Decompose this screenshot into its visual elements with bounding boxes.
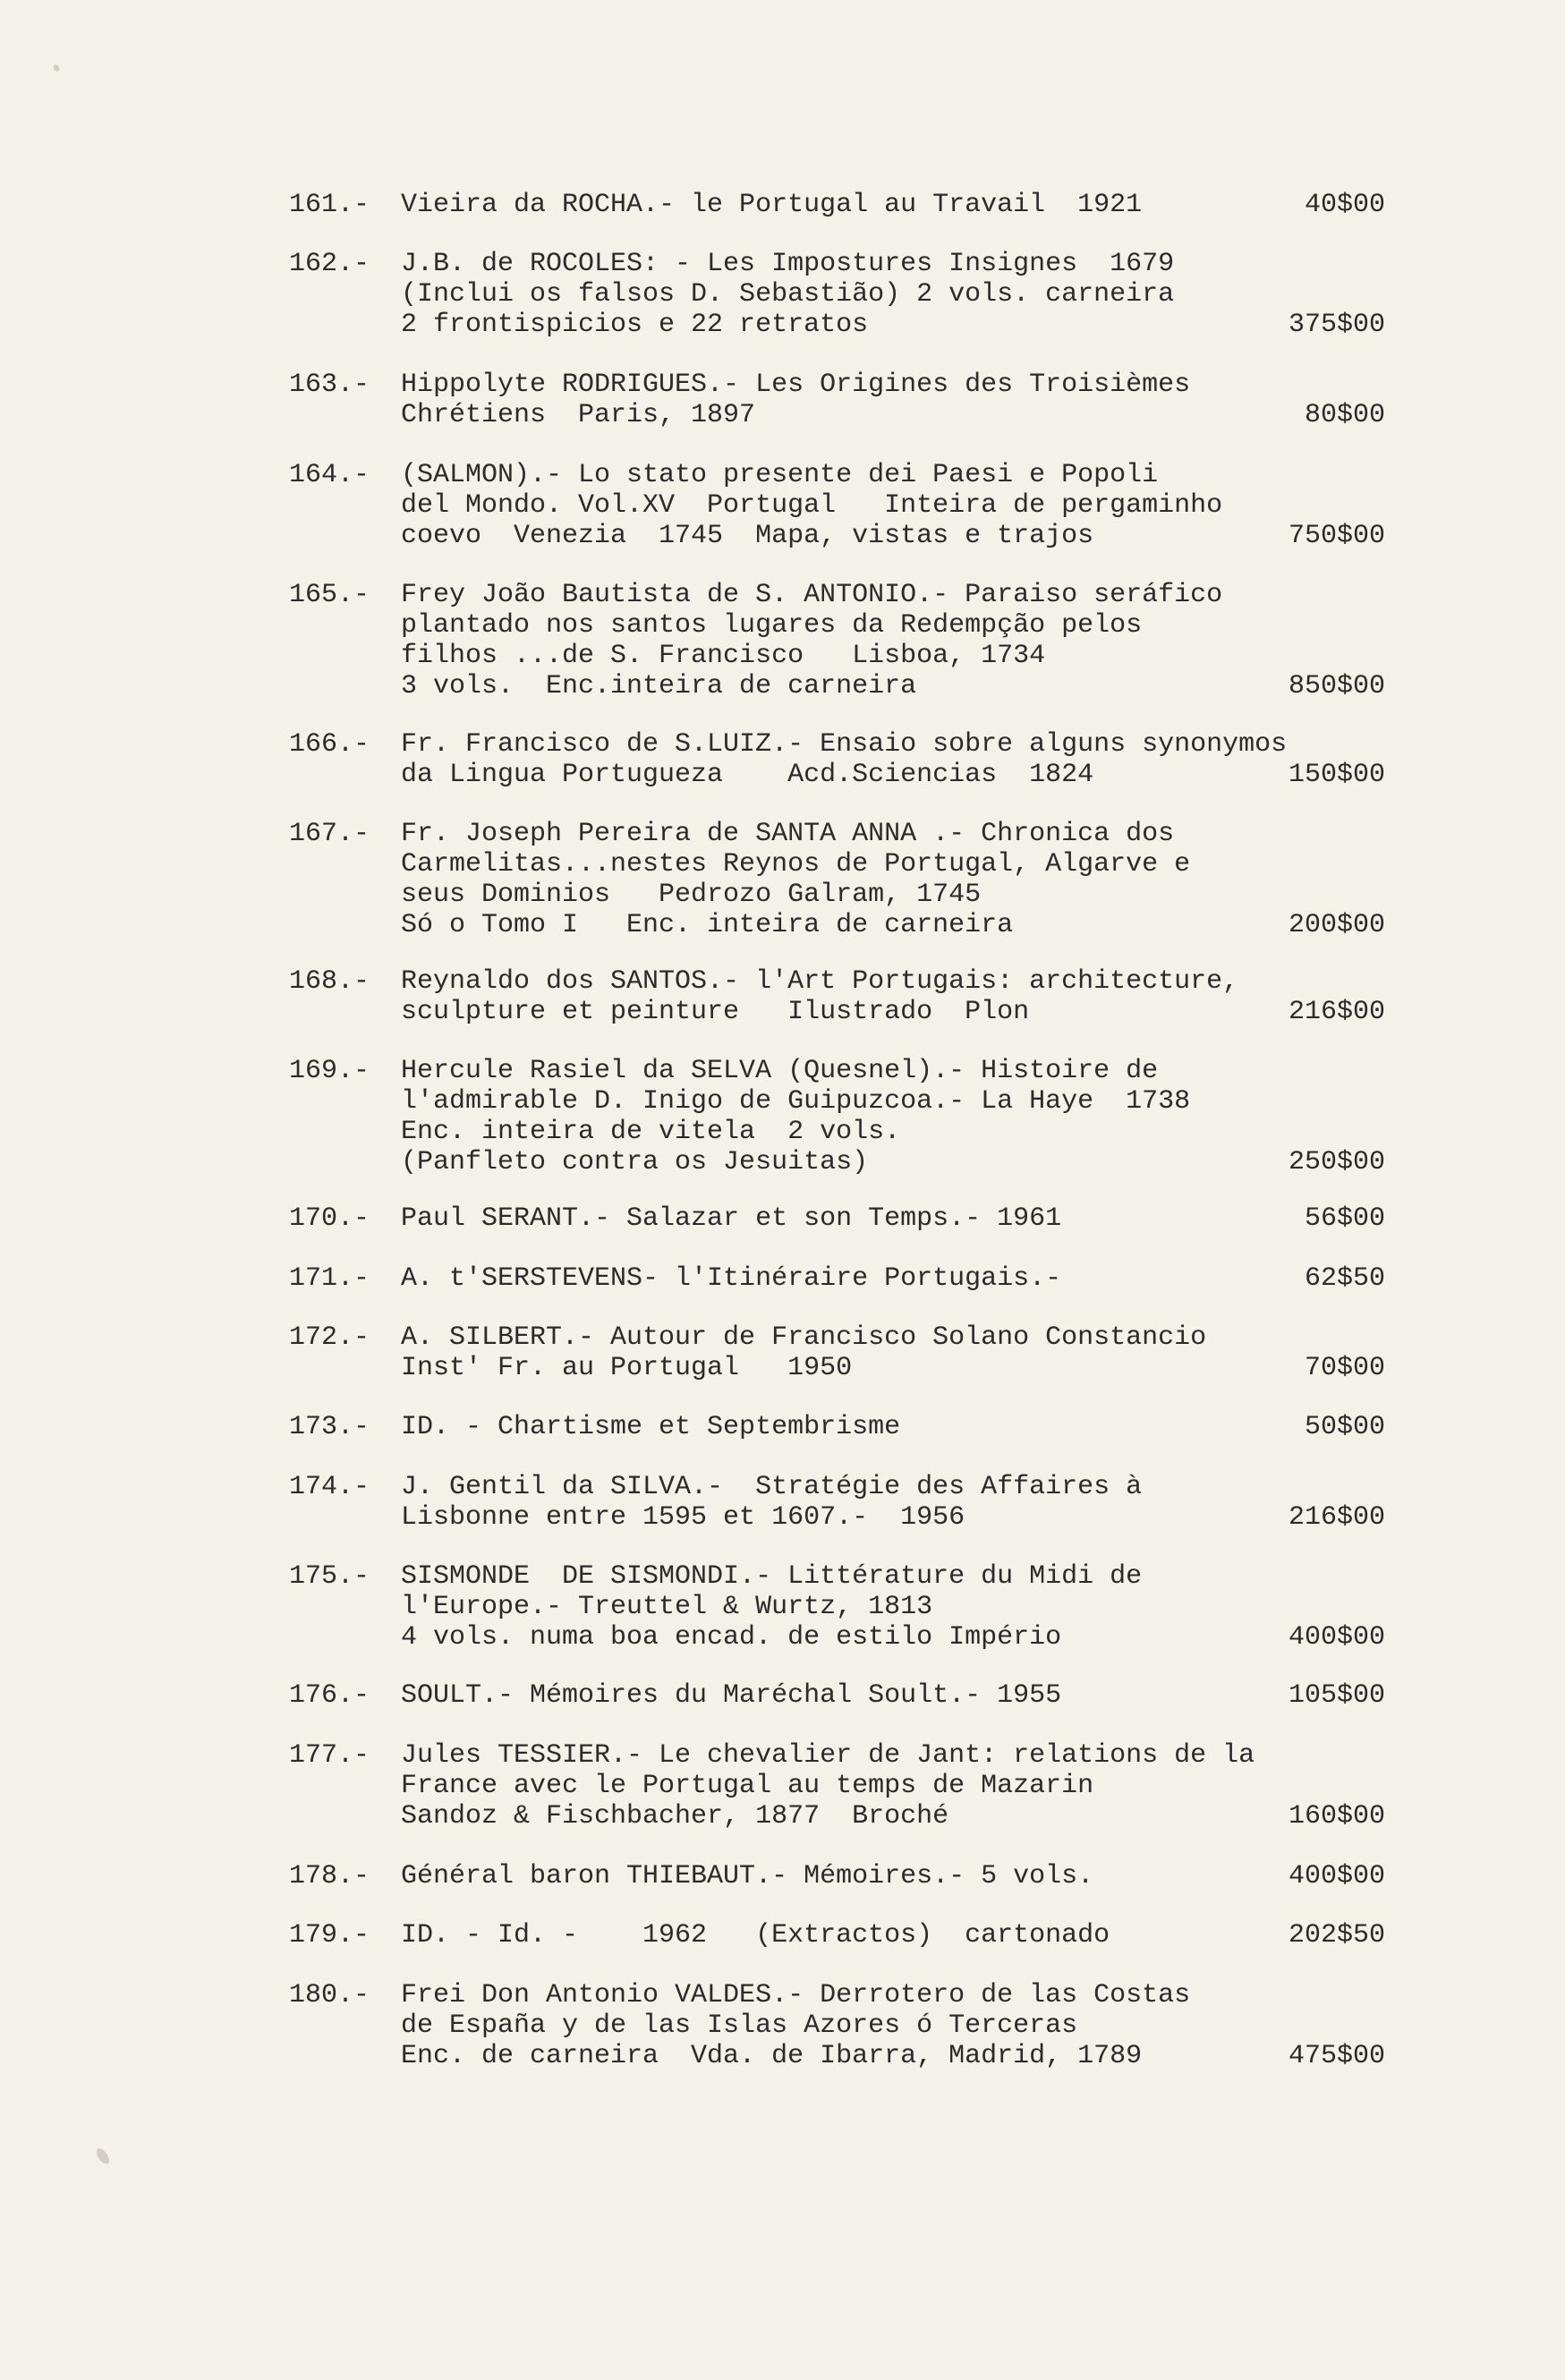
entry-line-text: Chrétiens Paris, 1897 — [401, 400, 756, 430]
entry-line — [401, 521, 1385, 551]
entry-line-text: Paul SERANT.- Salazar et son Temps.- 1961 — [401, 1203, 1062, 1234]
entry-line-text: Enc. inteira de vitela 2 vols. — [401, 1117, 901, 1147]
entry-price: 475$00 — [1288, 2041, 1385, 2071]
entry-price: 150$00 — [1288, 760, 1385, 790]
entry-line-text: A. SILBERT.- Autour de Francisco Solano Constancio — [401, 1322, 1207, 1353]
entry-line — [401, 880, 1385, 910]
entry-line — [401, 671, 1385, 701]
entry-line-text: l'Europe.- Treuttel & Wurtz, 1813 — [401, 1592, 933, 1622]
entry-line-text: Inst' Fr. au Portugal 1950 — [401, 1353, 853, 1383]
entry-description — [401, 1322, 1385, 1383]
entry-number: 168.- — [289, 966, 370, 997]
entry-price: 80$00 — [1304, 400, 1385, 430]
entry-price: 160$00 — [1288, 1801, 1385, 1832]
entry-line-text: Frey João Bautista de S. ANTONIO.- Paraiso seráfico — [401, 580, 1223, 610]
entry-line — [401, 1771, 1385, 1801]
entry-line — [401, 1086, 1385, 1117]
entry-price: 40$00 — [1304, 190, 1385, 220]
entry-description — [401, 1561, 1385, 1653]
entry-description — [401, 460, 1385, 551]
entry-line — [401, 1147, 1385, 1177]
entry-description — [401, 1472, 1385, 1533]
entry-line-text: Fr. Joseph Pereira de SANTA ANNA .- Chronica dos — [401, 819, 1175, 849]
entry-price: 56$00 — [1304, 1203, 1385, 1234]
entry-line — [401, 1680, 1385, 1711]
entry-line — [401, 1353, 1385, 1383]
entry-line-text: Carmelitas...nestes Reynos de Portugal, Algarve e — [401, 849, 1191, 880]
entry-number: 167.- — [289, 819, 370, 849]
entry-description — [401, 819, 1385, 940]
entry-line — [401, 1203, 1385, 1234]
entry-price: 250$00 — [1288, 1147, 1385, 1177]
entry-line — [401, 310, 1385, 340]
entry-line-text: Reynaldo dos SANTOS.- l'Art Portugais: architecture, — [401, 966, 1239, 997]
entry-line-text: Hippolyte RODRIGUES.- Les Origines des Troisièmes — [401, 370, 1191, 400]
entry-line-text: Enc. de carneira Vda. de Ibarra, Madrid, 1789 — [401, 2041, 1143, 2071]
entry-number: 166.- — [289, 729, 370, 760]
entry-line — [401, 729, 1385, 760]
entry-description — [401, 249, 1385, 340]
entry-number: 177.- — [289, 1740, 370, 1771]
entry-line-text: l'admirable D. Inigo de Guipuzcoa.- La Haye 1738 — [401, 1086, 1191, 1117]
entry-line-text: Jules TESSIER.- Le chevalier de Jant: relations de la — [401, 1740, 1255, 1771]
entry-number: 165.- — [289, 580, 370, 610]
entry-line-text: plantado nos santos lugares da Redempção pelos — [401, 610, 1143, 641]
entry-number: 174.- — [289, 1472, 370, 1502]
entry-number: 161.- — [289, 190, 370, 220]
entry-description — [401, 1980, 1385, 2071]
entry-description — [401, 1203, 1385, 1234]
entry-line-text: (Inclui os falsos D. Sebastião) 2 vols. carneira — [401, 279, 1175, 310]
entry-price: 105$00 — [1288, 1680, 1385, 1711]
entry-description — [401, 1412, 1385, 1442]
entry-line-text: Fr. Francisco de S.LUIZ.- Ensaio sobre alguns synonymos — [401, 729, 1288, 760]
entry-line — [401, 1920, 1385, 1951]
entry-line — [401, 760, 1385, 790]
entry-line — [401, 580, 1385, 610]
entry-line-text: J. Gentil da SILVA.- Stratégie des Affaires à — [401, 1472, 1143, 1502]
entry-line — [401, 1263, 1385, 1294]
entry-number: 169.- — [289, 1056, 370, 1086]
entry-line-text: Lisbonne entre 1595 et 1607.- 1956 — [401, 1502, 965, 1533]
entry-line-text: de España y de las Islas Azores ó Terceras — [401, 2010, 1078, 2041]
entry-line-text: Général baron THIEBAUT.- Mémoires.- 5 vols. — [401, 1861, 1094, 1891]
entry-line-text: Frei Don Antonio VALDES.- Derrotero de las Costas — [401, 1980, 1191, 2010]
entry-price: 50$00 — [1304, 1412, 1385, 1442]
entry-line-text: SISMONDE DE SISMONDI.- Littérature du Midi de — [401, 1561, 1143, 1592]
entry-line — [401, 1472, 1385, 1502]
entry-line — [401, 966, 1385, 997]
entry-price: 216$00 — [1288, 1502, 1385, 1533]
entry-line — [401, 460, 1385, 490]
paper-speck — [94, 2146, 112, 2166]
entry-description — [401, 1740, 1385, 1832]
entry-line — [401, 1502, 1385, 1533]
entry-line-text: del Mondo. Vol.XV Portugal Inteira de pergaminho — [401, 490, 1223, 521]
entry-line-text: 3 vols. Enc.inteira de carneira — [401, 671, 917, 701]
entry-line-text: Hercule Rasiel da SELVA (Quesnel).- Histoire de — [401, 1056, 1159, 1086]
entry-number: 175.- — [289, 1561, 370, 1592]
entry-line — [401, 641, 1385, 671]
entry-line — [401, 2041, 1385, 2071]
entry-line — [401, 1117, 1385, 1147]
entry-line — [401, 249, 1385, 279]
entry-description — [401, 966, 1385, 1027]
entry-line — [401, 849, 1385, 880]
entry-price: 70$00 — [1304, 1353, 1385, 1383]
entry-price: 400$00 — [1288, 1861, 1385, 1891]
entry-line-text: A. t'SERSTEVENS- l'Itinéraire Portugais.- — [401, 1263, 1062, 1294]
entry-line — [401, 910, 1385, 940]
entry-description — [401, 1920, 1385, 1951]
entry-line — [401, 610, 1385, 641]
entry-number: 179.- — [289, 1920, 370, 1951]
entry-line-text: coevo Venezia 1745 Mapa, vistas e trajos — [401, 521, 1094, 551]
entry-description — [401, 1263, 1385, 1294]
entry-price: 200$00 — [1288, 910, 1385, 940]
entry-line — [401, 1980, 1385, 2010]
entry-line — [401, 400, 1385, 430]
entry-line — [401, 1861, 1385, 1891]
entry-line — [401, 370, 1385, 400]
entry-line — [401, 819, 1385, 849]
entry-line — [401, 1322, 1385, 1353]
entry-number: 180.- — [289, 1980, 370, 2010]
entry-price: 375$00 — [1288, 310, 1385, 340]
entry-line-text: ID. - Chartisme et Septembrisme — [401, 1412, 901, 1442]
entry-line — [401, 1412, 1385, 1442]
entry-line — [401, 1561, 1385, 1592]
entry-description — [401, 580, 1385, 701]
entry-line — [401, 1740, 1385, 1771]
entry-line-text: J.B. de ROCOLES: - Les Impostures Insignes 1679 — [401, 249, 1175, 279]
entry-line-text: Só o Tomo I Enc. inteira de carneira — [401, 910, 1014, 940]
entry-line — [401, 997, 1385, 1027]
entry-description — [401, 1861, 1385, 1891]
entry-price: 216$00 — [1288, 997, 1385, 1027]
entry-number: 170.- — [289, 1203, 370, 1234]
entry-line-text: (Panfleto contra os Jesuitas) — [401, 1147, 869, 1177]
entry-line — [401, 2010, 1385, 2041]
paper-speck — [52, 64, 61, 72]
entry-line — [401, 190, 1385, 220]
entry-line-text: 2 frontispicios e 22 retratos — [401, 310, 869, 340]
entry-description — [401, 190, 1385, 220]
entry-number: 178.- — [289, 1861, 370, 1891]
entry-line-text: France avec le Portugal au temps de Mazarin — [401, 1771, 1094, 1801]
entry-description — [401, 370, 1385, 430]
entry-number: 164.- — [289, 460, 370, 490]
entry-line — [401, 1592, 1385, 1622]
entry-line — [401, 490, 1385, 521]
entry-price: 750$00 — [1288, 521, 1385, 551]
entry-number: 162.- — [289, 249, 370, 279]
entry-number: 173.- — [289, 1412, 370, 1442]
entry-price: 62$50 — [1304, 1263, 1385, 1294]
entry-description — [401, 729, 1385, 790]
entry-number: 171.- — [289, 1263, 370, 1294]
entry-number: 172.- — [289, 1322, 370, 1353]
entry-price: 850$00 — [1288, 671, 1385, 701]
entry-line — [401, 279, 1385, 310]
entry-line-text: seus Dominios Pedrozo Galram, 1745 — [401, 880, 982, 910]
entry-line-text: Sandoz & Fischbacher, 1877 Broché — [401, 1801, 949, 1832]
entry-line-text: sculpture et peinture Ilustrado Plon — [401, 997, 1030, 1027]
entry-line-text: (SALMON).- Lo stato presente dei Paesi e Popoli — [401, 460, 1159, 490]
entry-number: 176.- — [289, 1680, 370, 1711]
entry-line-text: da Lingua Portugueza Acd.Sciencias 1824 — [401, 760, 1094, 790]
entry-description — [401, 1056, 1385, 1177]
entry-price: 202$50 — [1288, 1920, 1385, 1951]
entry-line-text: SOULT.- Mémoires du Maréchal Soult.- 1955 — [401, 1680, 1062, 1711]
entry-line — [401, 1056, 1385, 1086]
entry-description — [401, 1680, 1385, 1711]
entry-line-text: 4 vols. numa boa encad. de estilo Império — [401, 1622, 1062, 1653]
entry-line-text: filhos ...de S. Francisco Lisboa, 1734 — [401, 641, 1046, 671]
entry-line — [401, 1622, 1385, 1653]
entry-price: 400$00 — [1288, 1622, 1385, 1653]
entry-line-text: ID. - Id. - 1962 (Extractos) cartonado — [401, 1920, 1110, 1951]
entry-number: 163.- — [289, 370, 370, 400]
entry-line — [401, 1801, 1385, 1832]
entry-line-text: Vieira da ROCHA.- le Portugal au Travail 1921 — [401, 190, 1143, 220]
